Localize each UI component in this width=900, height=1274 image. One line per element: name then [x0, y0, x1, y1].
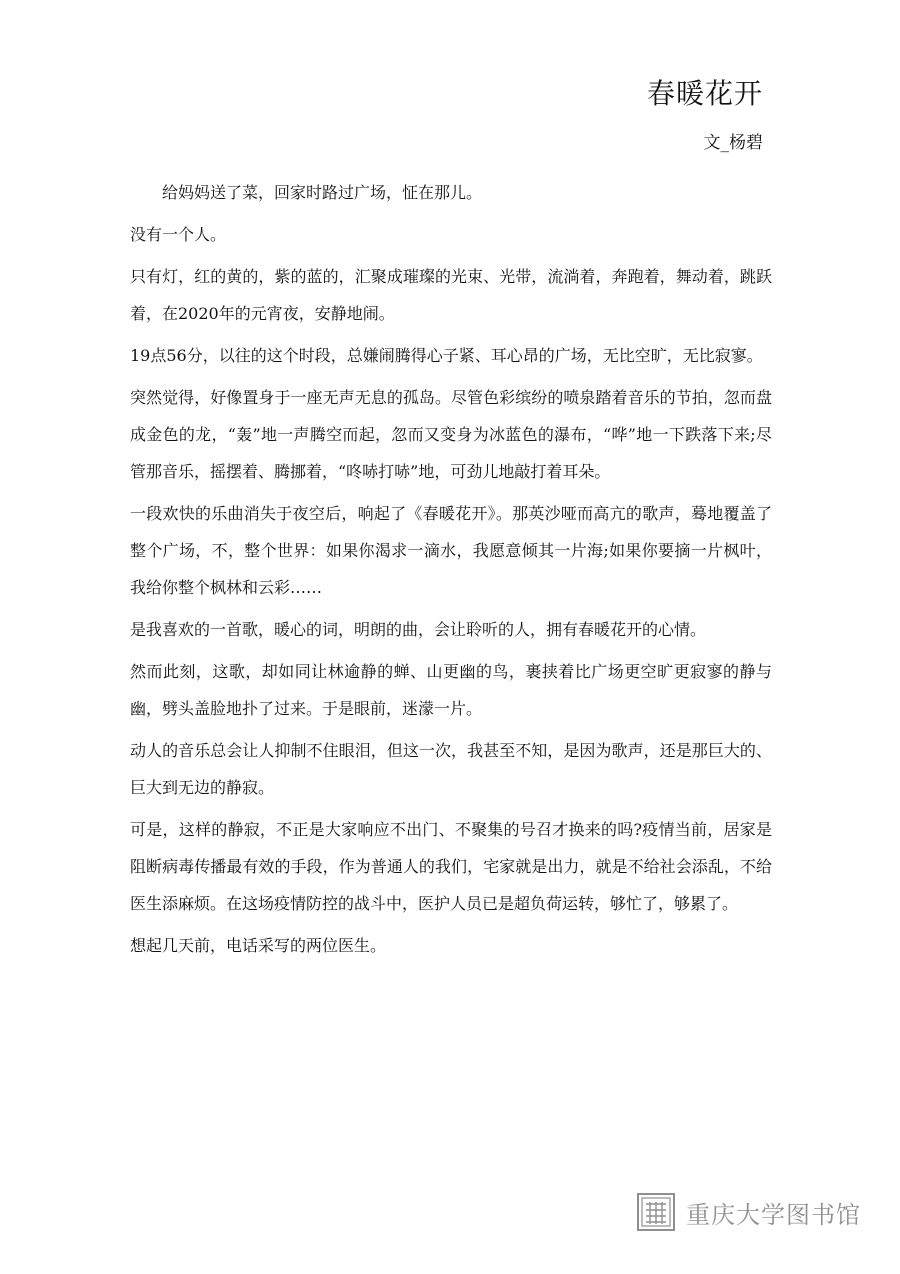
paragraph: 然而此刻，这歌，却如同让林逾静的蝉、山更幽的鸟，裹挟着比广场更空旷更寂寥的静与幽，劈头盖脸地扑了过来。于是眼前，迷濛一片。	[130, 662, 772, 718]
watermark-text: 重庆大学图书馆	[686, 1200, 861, 1229]
paragraph: 动人的音乐总会让人抑制不住眼泪，但这一次，我甚至不知，是因为歌声，还是那巨大的、巨大到无边的静寂。	[130, 741, 772, 797]
paragraph: 19点56分，以往的这个时段，总嫌闹腾得心子紧、耳心昂的广场，无比空旷，无比寂寥。	[130, 346, 763, 365]
paragraph: 想起几天前，电话采写的两位医生。	[130, 936, 387, 955]
library-watermark	[636, 1190, 861, 1234]
paragraph: 可是，这样的静寂，不正是大家响应不出门、不聚集的号召才换来的吗?疫情当前，居家是阻断病毒传播最有效的手段，作为普通人的我们，宅家就是出力，就是不给社会添乱，不给医生添麻烦。在这场疫情防控的战斗中，医护人员已是超负荷运转，够忙了，够累了。	[130, 820, 772, 913]
document-author: 文_杨碧	[703, 133, 763, 153]
library-logo-icon	[636, 1192, 676, 1232]
paragraph: 是我喜欢的一首歌，暖心的词，明朗的曲，会让聆听的人，拥有春暖花开的心情。	[130, 620, 707, 639]
document-body	[130, 174, 772, 964]
paragraph: 只有灯，红的黄的，紫的蓝的，汇聚成璀璨的光束、光带，流淌着，奔跑着，舞动着，跳跃着，在2020年的元宵夜，安静地闹。	[130, 267, 772, 323]
paragraph: 一段欢快的乐曲消失于夜空后，响起了《春暖花开》。那英沙哑而高亢的歌声，蓦地覆盖了整个广场，不，整个世界：如果你渴求一滴水，我愿意倾其一片海;如果你要摘一片枫叶，我给你整个枫林和云彩……	[130, 504, 772, 597]
paragraph: 没有一个人。	[130, 225, 227, 244]
paragraph: 给妈妈送了菜，回家时路过广场，怔在那儿。	[162, 183, 483, 202]
document-title: 春暖花开	[646, 77, 763, 110]
paragraph: 突然觉得，好像置身于一座无声无息的孤岛。尽管色彩缤纷的喷泉踏着音乐的节拍，忽而盘成金色的龙，“轰”地一声腾空而起，忽而又变身为冰蓝色的瀑布，“哗”地一下跌落下来;尽管那音乐，摇摆着、腾挪着，“咚哧打哧”地，可劲儿地敲打着耳朵。	[130, 388, 772, 481]
